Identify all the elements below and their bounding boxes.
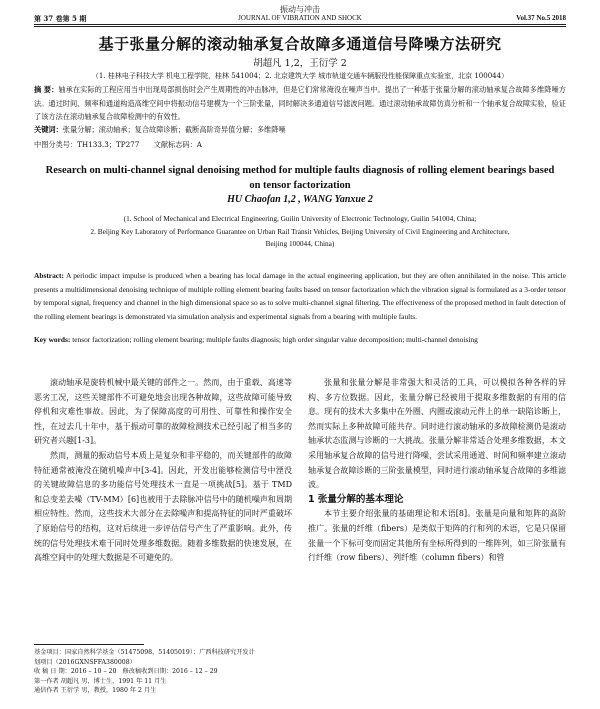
chinese-title: 基于张量分解的滚动轴承复合故障多通道信号降噪方法研究: [98, 35, 502, 53]
chinese-keywords: [34, 125, 566, 135]
chinese-abstract: [34, 83, 566, 124]
footnote-line: 第一作者 胡超凡 男，博士生，1991 年 11 月生: [34, 677, 167, 685]
english-abstract: [34, 269, 566, 323]
header-rule-top: [34, 24, 566, 25]
english-abstract-label: Abstract:: [34, 271, 64, 280]
english-affiliation: [40, 213, 560, 251]
english-keywords: [34, 333, 566, 347]
chinese-affiliation: （1. 桂林电子科技大学 机电工程学院，桂林 541004；2. 北京建筑大学 城市轨道交通车辆服役性能保障重点实验室，北京 100044）: [91, 72, 509, 80]
english-affiliation-line: 2. Beijing Key Laboratory of Performance Guarantee on Urban Rail Transit Vehicles, Beijing University of Civil Engineering and Architecture,: [90, 226, 510, 236]
chinese-keywords-text: 张量分解；滚动轴承；复合故障诊断；截断高阶奇异值分解；多维降噪: [62, 125, 286, 134]
footnote-line: 基金项目：国家自然科学基金（51475098，51405019）；广西科技研究开发计: [34, 649, 255, 656]
journal-running-head: 振动与冲击: [280, 5, 320, 14]
footnote-line: 收 稿 日 期：2016 – 10 – 20 修改稿收到日期：2016 – 12 – 29: [34, 668, 218, 676]
chinese-abstract-text: 轴承在实际的工程应用当中出现局部损伤时会产生周期性的冲击脉冲，但是它们常常淹没在噪声当中。提出了一种基于张量分解的滚动轴承复合故障多维降噪方法。通过时间、频率和通道构造高维空间中将振动信号建模为一个三阶张量，同时解决多通道信号滤波问题。通过滚动轴承故障仿真分析和一个轴承复合故障实验，验证了该方法在滚动轴承复合故障检测中的有效性。: [34, 85, 566, 121]
volume-issue-en: Vol.37 No.5 2018: [516, 14, 566, 22]
journal-name-en: JOURNAL OF VIBRATION AND SHOCK: [238, 14, 362, 22]
footnote-line: 通信作者 王衍学 男，教授，1980 年 2 月生: [34, 687, 157, 695]
english-authors: HU Chaofan 1,2 , WANG Yanxue 2: [227, 194, 373, 205]
english-abstract-text: A periodic impact impulse is produced when a bearing has local damage in the actual engineering application, but they are often annihilated in the noise. This article presents a multidimensional denoising technique of multiple rolling element bearing faults based on tensor factorization which the vibration signal is formulated as a 3-order tensor by temporal signal, frequency and channel in the high dimensional space so as to solve multi-channel signal filtering. The effectiveness of the proposed method in fault detection of the rolling element bearings is demonstrated via simulation analysis and experimental signals from a bearing with multiple faults.: [34, 271, 566, 321]
volume-issue-cn: 第 37 卷第 5 期: [34, 14, 87, 23]
classification-number: 中图分类号：TH133.3；TP277 文献标志码：A: [34, 140, 202, 149]
footnote-rule: [34, 644, 144, 645]
body-column-left: [34, 376, 292, 566]
footnote-line: 划项目（2016GXNSFFA380008）: [34, 658, 136, 666]
body-paragraph: 张量和张量分解是非常强大和灵活的工具，可以模拟各种各样的异构、多方位数据。因此，张量分解已经被用于提取多维数据的有用的信息。现有的技术大多集中在外圈、内圈或滚动元件上的单一缺陷诊断上，然而实际上多种故障可能共存。同时进行滚动轴承的多故障检测仍是滚动轴承状态监测与诊断的一大挑战。张量分解非常适合处理多维数据，本文采用轴承复合故障的信号进行降噪，尝试采用通道、时间和频率建立滚动轴承复合故障诊断的三阶张量模型，同时进行滚动轴承复合故障的多维滤波。: [308, 378, 566, 490]
body-paragraph: 本节主要介绍张量的基础理论和术语[8]。张量是向量和矩阵的高阶推广。张量的纤维（fibers）是类似于矩阵的行和列的术语，它是只保留张量一个下标可变而固定其他所有坐标所得到的一维阵列，如三阶张量有行纤维（row fibers）、列纤维（column fibers）和管: [308, 509, 566, 563]
english-keywords-text: tensor factorization; rolling element bearing; multiple faults diagnosis; high order singular value decomposition; multi-channel denoising: [72, 335, 478, 344]
english-title: Research on multi-channel signal denoising method for multiple faults diagnosis of rolling element bearings based on tensor factorization: [45, 165, 555, 191]
english-keywords-label: Key words:: [34, 335, 71, 344]
header-rule-bottom: [34, 26, 566, 27]
body-column-right: [308, 376, 566, 566]
english-affiliation-line: (1. School of Mechanical and Electrical Engineering, Guilin University of Electronic Technology, Guilin 541004, China;: [123, 214, 477, 223]
section-heading: 1 张量分解的基本理论: [308, 493, 404, 505]
chinese-authors: 胡超凡 1,2，王衍学 2: [253, 58, 347, 69]
body-paragraph: 滚动轴承是旋转机械中最关键的部件之一。然而，由于重载、高速等恶劣工况，这些关键部件不可避免地会出现各种故障，这些故障可能导致停机和灾难性事故。因此，为了保障高度的可用性、可靠性和操作安全性，在过去几十年中，基于振动可靠的故障检测技术已经引起了相当多的研究者兴趣[1-3]。: [34, 378, 292, 446]
chinese-abstract-label: 摘 要：: [34, 85, 59, 94]
footnotes: [34, 648, 292, 696]
chinese-keywords-label: 关键词：: [34, 125, 63, 134]
body-paragraph: 然而，测量的振动信号本质上是复杂和非平稳的，而关键部件的故障特征通常被淹没在随机噪声中[3-4]。因此，开发出能够检测信号中湮没的关键故障信息的多功能信号处理技术一直是一项挑战[5]。基于 TMD 和总变差去噪（TV-MM）[6]也被用于去除脉冲信号中的随机噪声和周期相应特性。然而，这些技术大部分在去除噪声和提高特征的同时严重破坏了原始信号的结构，这对后续进一步评估信号产生了严重影响。此外，传统的信号处理技术难于同时处理多维数据。随着多维数据的快速发展，在高维空间中的处理大数据是不可避免的。: [34, 450, 292, 563]
english-affiliation-line: Beijing 100044, China): [265, 239, 335, 248]
